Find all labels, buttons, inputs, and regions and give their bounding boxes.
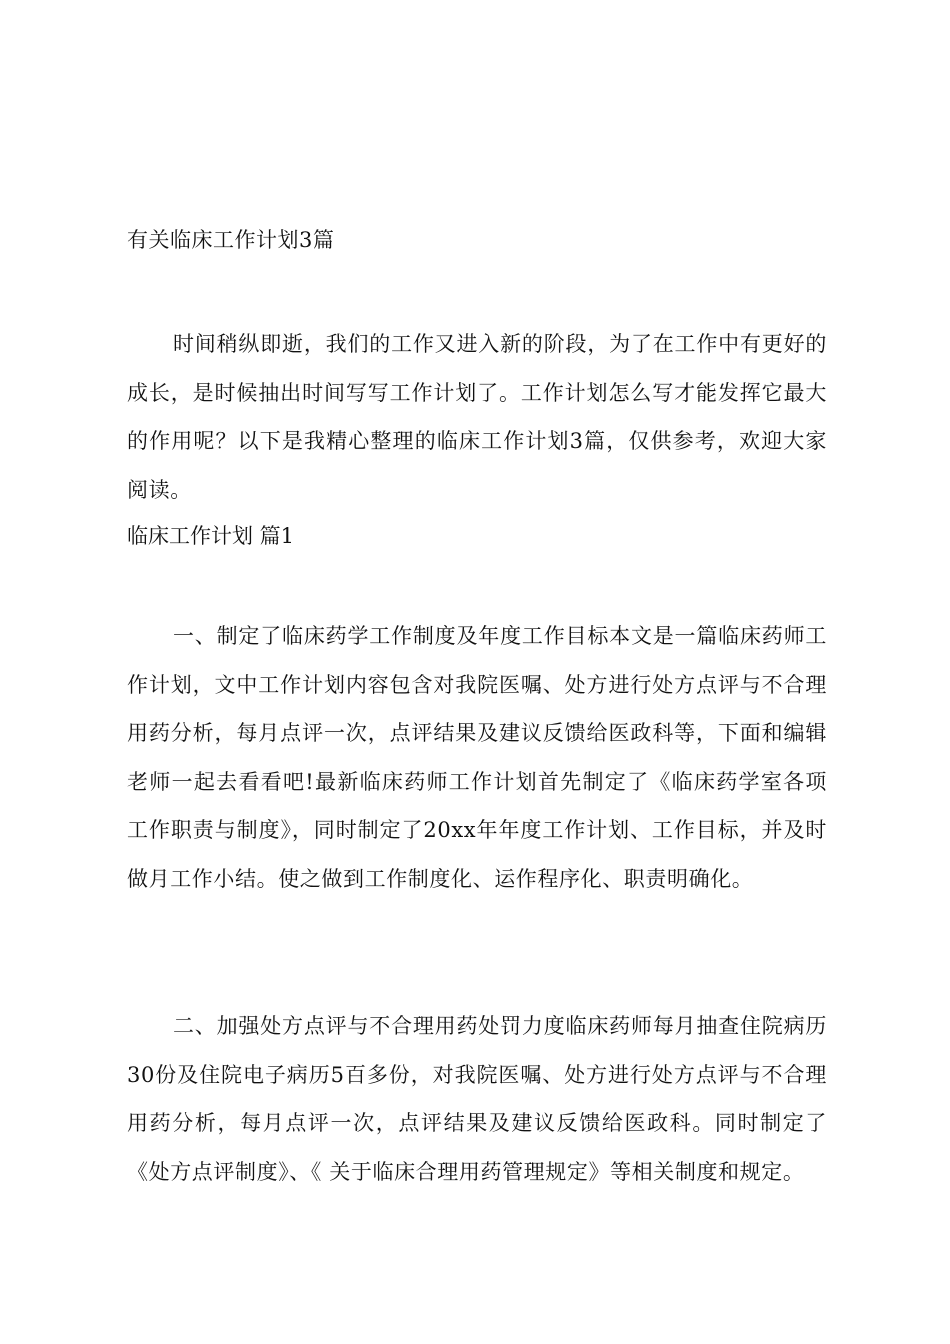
section-paragraph-1: 一、制定了临床药学工作制度及年度工作目标本文是一篇临床药师工作计划，文中工作计划内容包含对我院医嘱、处方进行处方点评与不合理用药分析，每月点评一次，点评结果及建议反馈给医政科等，下面和编辑老师一起去看看吧!最新临床药师工作计划首先制定了《临床药学室各项工作职责与制度》，同时制定了20xx年年度工作计划、工作目标，并及时做月工作小结。使之做到工作制度化、运作程序化、职责明确化。: [127, 624, 827, 891]
section-heading: 临床工作计划 篇1: [127, 524, 295, 548]
intro-paragraph: 时间稍纵即逝，我们的工作又进入新的阶段，为了在工作中有更好的成长，是时候抽出时间写写工作计划了。工作计划怎么写才能发挥它最大的作用呢？以下是我精心整理的临床工作计划3篇，仅供参考，欢迎大家阅读。: [127, 332, 827, 502]
document-title: 有关临床工作计划3篇: [127, 228, 335, 252]
section-paragraph-2: 二、加强处方点评与不合理用药处罚力度临床药师每月抽查住院病历30份及住院电子病历5百多份，对我院医嘱、处方进行处方点评与不合理用药分析，每月点评一次，点评结果及建议反馈给医政科。同时制定了《处方点评制度》、《 关于临床合理用药管理规定》等相关制度和规定。: [127, 1014, 827, 1184]
